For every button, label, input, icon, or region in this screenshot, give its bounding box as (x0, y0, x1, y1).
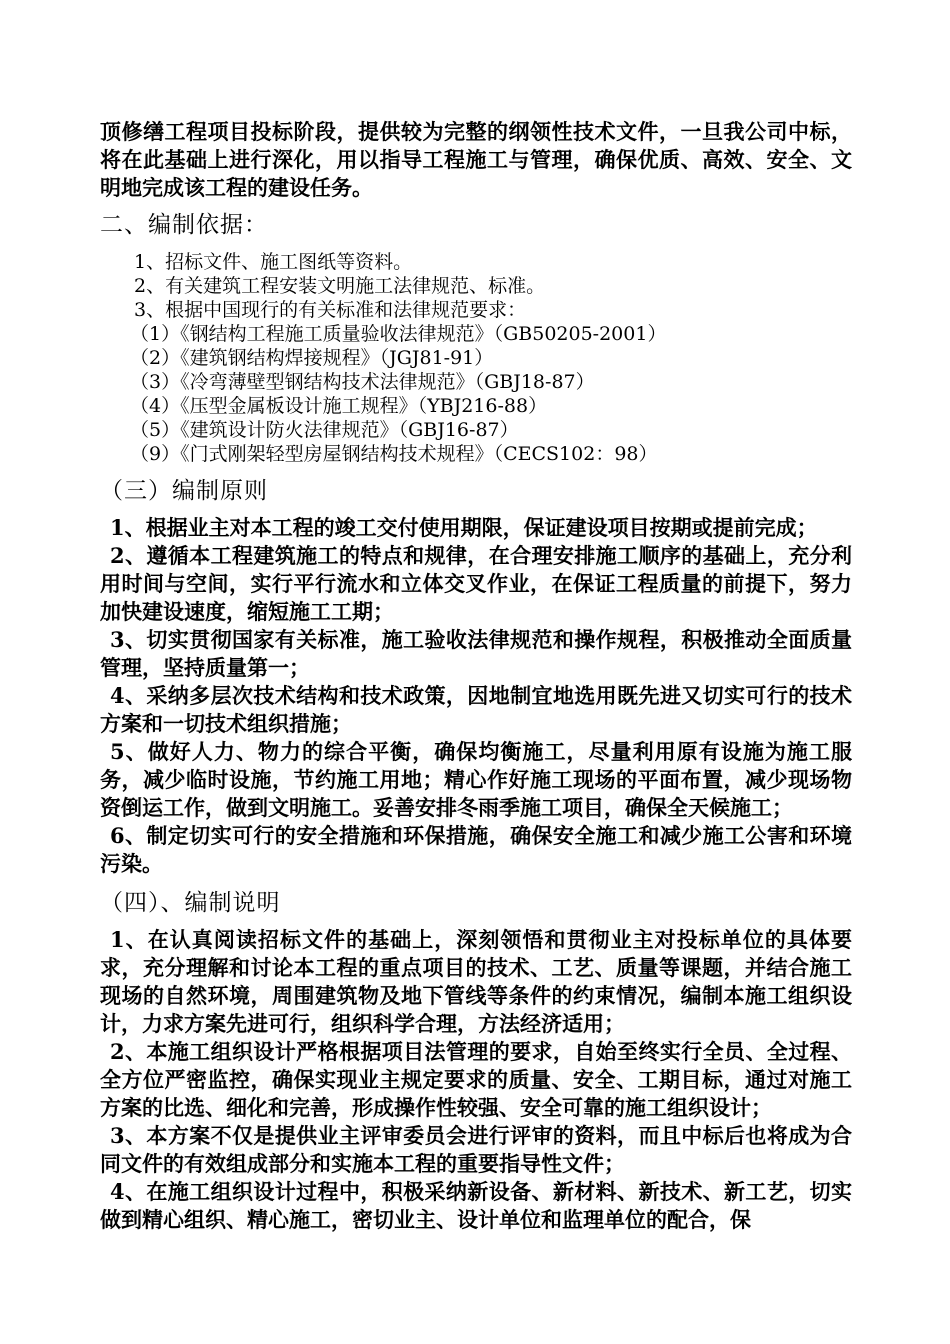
section-2-title: 二、编制依据： (100, 212, 268, 238)
principle-item-3: 3、切实贯彻国家有关标准，施工验收法律规范和操作规程，积极推动全面质量管理，坚持质量第一； (100, 627, 852, 680)
principle-item-4: 4、采纳多层次技术结构和技术政策，因地制宜地选用既先进又切实可行的技术方案和一切技术组织措施； (100, 683, 852, 736)
principle-item-1: 1、根据业主对本工程的竣工交付使用期限，保证建设项目按期或提前完成； (110, 515, 818, 540)
section-4-title: （四）、编制说明 (100, 890, 281, 916)
explanation-item-3: 3、本方案不仅是提供业主评审委员会进行评审的资料，而且中标后也将成为合同文件的有效组成部分和实施本工程的重要指导性文件； (100, 1123, 852, 1176)
standard-item-4: （4）《压型金属板设计施工规程》（YBJ216-88） (130, 395, 548, 417)
principle-item-5: 5、做好人力、物力的综合平衡，确保均衡施工，尽量利用原有设施为施工服务，减少临时设施，节约施工用地；精心作好施工现场的平面布置，减少现场物资倒运工作，做到文明施工。妥善安排冬雨季施工项目，确保全天候施工； (100, 739, 852, 820)
basis-item-3: 3、根据中国现行的有关标准和法律规范要求： (134, 299, 527, 321)
standard-item-3: （3）《冷弯薄壁型钢结构技术法律规范》（GBJ18-87） (130, 371, 595, 393)
principle-item-2: 2、遵循本工程建筑施工的特点和规律，在合理安排施工顺序的基础上，充分利用时间与空间，实行平行流水和立体交叉作业，在保证工程质量的前提下，努力加快建设速度，缩短施工工期； (100, 543, 852, 624)
standard-item-1: （1）《钢结构工程施工质量验收法律规范》（GB50205-2001） (130, 323, 667, 345)
explanation-item-4: 4、在施工组织设计过程中，积极采纳新设备、新材料、新技术、新工艺，切实做到精心组织、精心施工，密切业主、设计单位和监理单位的配合，保 (100, 1179, 852, 1232)
basis-item-1: 1、招标文件、施工图纸等资料。 (134, 251, 413, 273)
basis-item-2: 2、有关建筑工程安装文明施工法律规范、标准。 (134, 275, 546, 297)
explanation-item-2: 2、本施工组织设计严格根据项目法管理的要求，自始至终实行全员、全过程、全方位严密监控，确保实现业主规定要求的质量、安全、工期目标，通过对施工方案的比选、细化和完善，形成操作性较强、安全可靠的施工组织设计； (100, 1039, 852, 1120)
standard-item-2: （2）《建筑钢结构焊接规程》（JGJ81-91） (130, 347, 494, 369)
explanation-item-1: 1、在认真阅读招标文件的基础上，深刻领悟和贯彻业主对投标单位的具体要求，充分理解和讨论本工程的重点项目的技术、工艺、质量等课题，并结合施工现场的自然环境，周围建筑物及地下管线等条件的约束情况，编制本施工组织设计，力求方案先进可行，组织科学合理，方法经济适用； (100, 927, 852, 1036)
document-page (100, 118, 852, 1234)
principle-item-6: 6、制定切实可行的安全措施和环保措施，确保安全施工和减少施工公害和环境污染。 (100, 823, 852, 876)
intro-paragraph: 顶修缮工程项目投标阶段，提供较为完整的纲领性技术文件，一旦我公司中标，将在此基础上进行深化，用以指导工程施工与管理，确保优质、高效、安全、文明地完成该工程的建设任务。 (100, 119, 852, 200)
standard-item-9: （9）《门式刚架轻型房屋钢结构技术规程》（CECS102：98） (130, 443, 658, 465)
standard-item-5: （5）《建筑设计防火法律规范》（GBJ16-87） (130, 419, 519, 441)
section-3-title: （三）编制原则 (100, 478, 268, 504)
